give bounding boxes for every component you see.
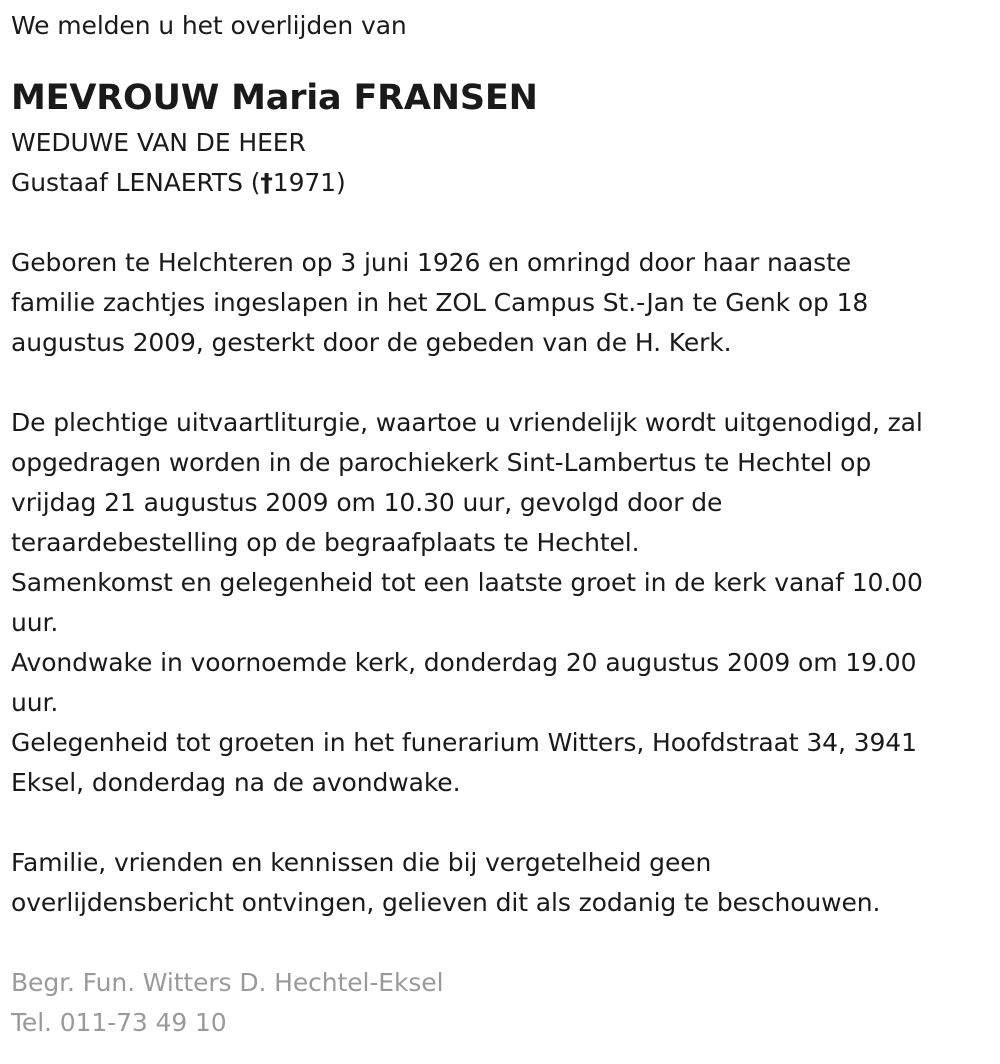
paragraph-line: Geboren te Helchteren op 3 juni 1926 en omringd door haar naaste bbox=[11, 248, 852, 277]
paragraph-line: Avondwake in voornoemde kerk, donderdag 20 augustus 2009 om 19.00 bbox=[11, 648, 917, 677]
paragraph-line: Gelegenheid tot groeten in het funerarium Witters, Hoofdstraat 34, 3941 bbox=[11, 728, 917, 757]
paragraph-line: Samenkomst en gelegenheid tot een laatste groet in de kerk vanaf 10.00 bbox=[11, 568, 923, 597]
spacer bbox=[11, 203, 990, 243]
phone-number: Tel. 011-73 49 10 bbox=[11, 1008, 227, 1037]
paragraph-line: Familie, vrienden en kennissen die bij vergetelheid geen bbox=[11, 848, 712, 877]
spacer bbox=[11, 923, 990, 963]
intro-text: We melden u het overlijden van bbox=[11, 11, 407, 40]
birth-paragraph bbox=[11, 243, 990, 363]
cross-icon: † bbox=[260, 168, 273, 197]
paragraph-line: teraardebestelling op de begraafplaats te Hechtel. bbox=[11, 528, 640, 557]
spouse-suffix: 1971) bbox=[272, 168, 346, 197]
paragraph-line: opgedragen worden in de parochiekerk Sint-Lambertus te Hechtel op bbox=[11, 448, 872, 477]
paragraph-line: uur. bbox=[11, 688, 59, 717]
paragraph-line: Eksel, donderdag na de avondwake. bbox=[11, 768, 461, 797]
spouse-line bbox=[11, 163, 990, 203]
paragraph-line: vrijdag 21 augustus 2009 om 10.30 uur, gevolgd door de bbox=[11, 488, 723, 517]
spouse-prefix: Gustaaf LENAERTS ( bbox=[11, 168, 261, 197]
footer bbox=[11, 963, 990, 1043]
spacer bbox=[11, 803, 990, 843]
deceased-name: MEVROUW Maria FRANSEN bbox=[11, 78, 538, 118]
paragraph-line: familie zachtjes ingeslapen in het ZOL Campus St.-Jan te Genk op 18 bbox=[11, 288, 869, 317]
ceremony-paragraph bbox=[11, 403, 990, 803]
paragraph-line: overlijdensbericht ontvingen, gelieven dit als zodanig te beschouwen. bbox=[11, 888, 881, 917]
paragraph-line: augustus 2009, gesterkt door de gebeden van de H. Kerk. bbox=[11, 328, 732, 357]
paragraph-line: uur. bbox=[11, 608, 59, 637]
paragraph-line: De plechtige uitvaartliturgie, waartoe u vriendelijk wordt uitgenodigd, zal bbox=[11, 408, 923, 437]
relation-line: WEDUWE VAN DE HEER bbox=[11, 128, 306, 157]
funeral-home: Begr. Fun. Witters D. Hechtel-Eksel bbox=[11, 968, 444, 997]
spacer bbox=[11, 363, 990, 403]
notice-paragraph bbox=[11, 843, 990, 923]
